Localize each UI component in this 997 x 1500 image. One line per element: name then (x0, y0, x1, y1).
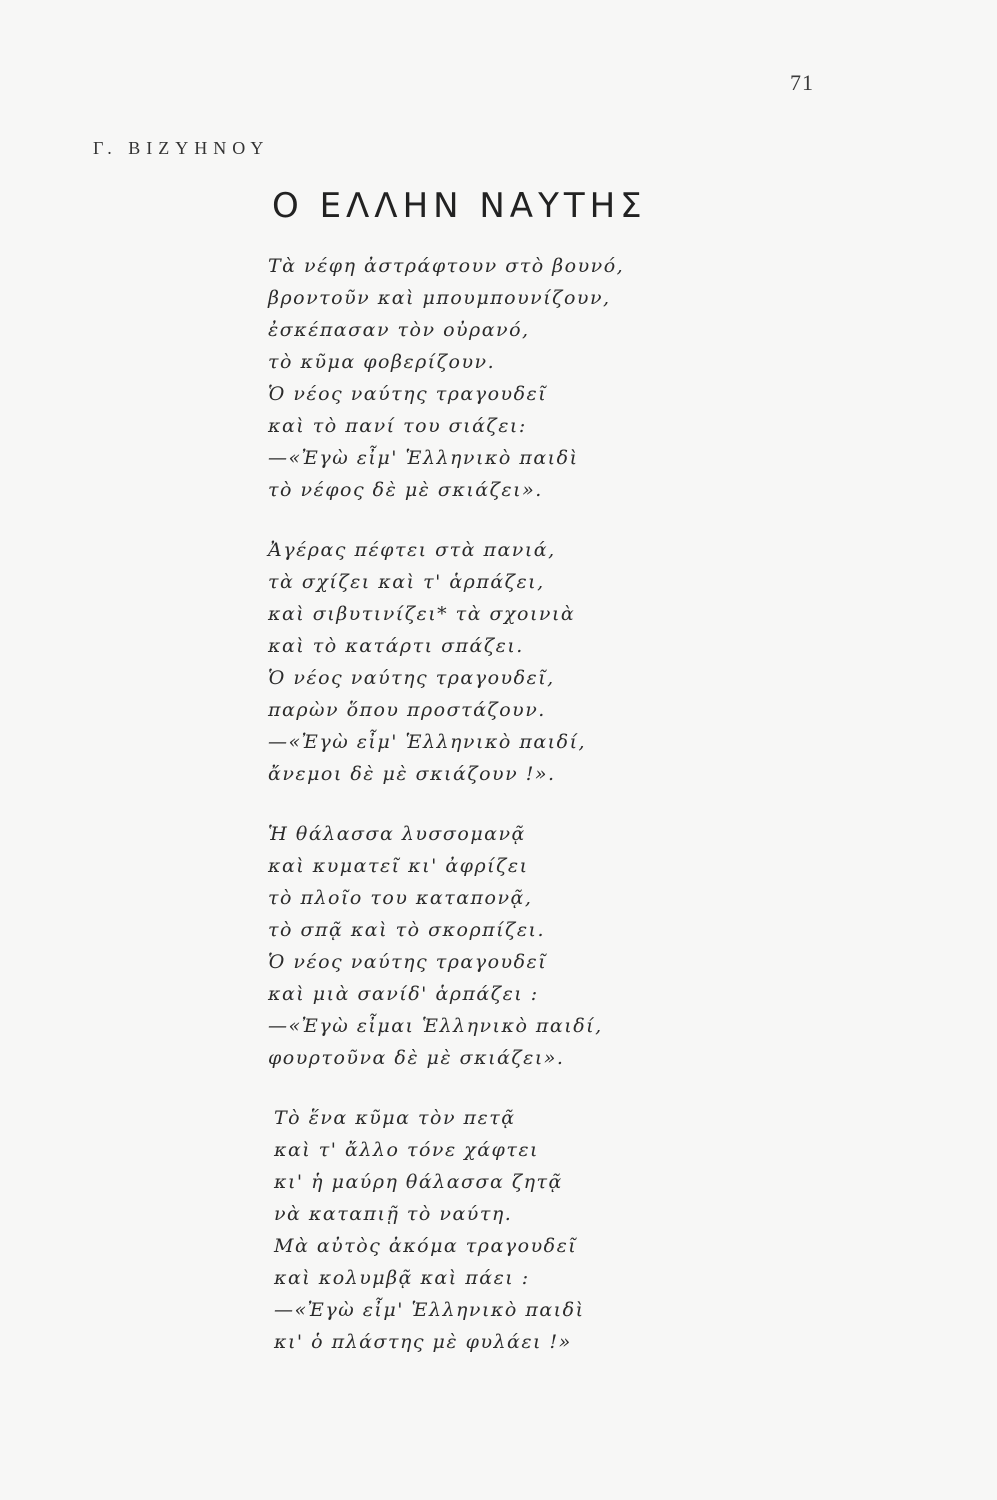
poem-line: φουρτοῦνα δὲ μὲ σκιάζει». (268, 1047, 565, 1069)
poem-line: Τὸ ἕνα κῦμα τὸν πετᾷ (274, 1107, 516, 1129)
poem-line: τὸ σπᾷ καὶ τὸ σκορπίζει. (268, 919, 546, 941)
poem-line: βροντοῦν καὶ μπουμπουνίζουν, (268, 287, 611, 309)
poem-line: Μὰ αὐτὸς ἀκόμα τραγουδεῖ (274, 1235, 578, 1257)
poem-line: ἄνεμοι δὲ μὲ σκιάζουν !». (268, 763, 556, 785)
poem-line: Τὰ νέφη ἀστράφτουν στὸ βουνό, (268, 255, 625, 277)
poem-line: Ὁ νέος ναύτης τραγουδεῖ (268, 383, 548, 405)
poem-line: νὰ καταπιῇ τὸ ναύτη. (274, 1203, 513, 1225)
poem-line: καὶ σιβυτινίζει* τὰ σχοινιὰ (268, 603, 576, 625)
poem-line: τὸ νέφος δὲ μὲ σκιάζει». (268, 479, 543, 501)
poem-line: καὶ τὸ κατάρτι σπάζει. (268, 635, 524, 657)
poem-line: Ὁ νέος ναύτης τραγουδεῖ (268, 951, 548, 973)
poem-line: Ὁ νέος ναύτης τραγουδεῖ, (268, 667, 555, 689)
poem-line: καὶ κολυμβᾷ καὶ πάει : (274, 1267, 530, 1289)
page-number: 71 (790, 70, 814, 95)
poem-line: τὸ πλοῖο του καταπονᾷ, (268, 887, 533, 909)
poem-line: παρὼν ὅπου προστάζουν. (268, 699, 546, 721)
stanza-3 (268, 818, 688, 1074)
poem-line: καὶ μιὰ σανίδ' ἁρπάζει : (268, 983, 539, 1005)
author-name: Γ. ΒΙΖΥΗΝΟΥ (93, 138, 270, 158)
poem-line: ἐσκέπασαν τὸν οὐρανό, (268, 319, 530, 341)
poem-line: καὶ κυματεῖ κι' ἀφρίζει (268, 855, 529, 877)
poem-line: κι' ἡ μαύρη θάλασσα ζητᾷ (274, 1171, 563, 1193)
poem-line: καὶ τὸ πανί του σιάζει: (268, 415, 527, 437)
stanza-2 (268, 534, 688, 790)
poem-line: —«Ἐγὼ εἶμ' Ἑλληνικὸ παιδί, (268, 731, 587, 753)
poem-line: —«Ἐγὼ εἶμ' Ἑλληνικὸ παιδὶ (274, 1299, 585, 1321)
poem-line: Ἡ θάλασσα λυσσομανᾷ (268, 823, 526, 845)
poem-title: Ο ΕΛΛΗΝ ΝΑΥΤΗΣ (272, 186, 647, 226)
poem-line: καὶ τ' ἄλλο τόνε χάφτει (274, 1139, 539, 1161)
stanza-4 (268, 1102, 688, 1358)
poem-line: τὸ κῦμα φοβερίζουν. (268, 351, 496, 373)
poem-line: Ἀγέρας πέφτει στὰ πανιά, (268, 539, 556, 561)
poem-line: —«Ἐγὼ εἶμαι Ἑλληνικὸ παιδί, (268, 1015, 603, 1037)
poem-body (268, 250, 688, 1386)
poem-line: τὰ σχίζει καὶ τ' ἁρπάζει, (268, 571, 545, 593)
poem-line: —«Ἐγὼ εἶμ' Ἑλληνικὸ παιδὶ (268, 447, 579, 469)
stanza-1 (268, 250, 688, 506)
poem-line: κι' ὁ πλάστης μὲ φυλάει !» (274, 1331, 572, 1353)
